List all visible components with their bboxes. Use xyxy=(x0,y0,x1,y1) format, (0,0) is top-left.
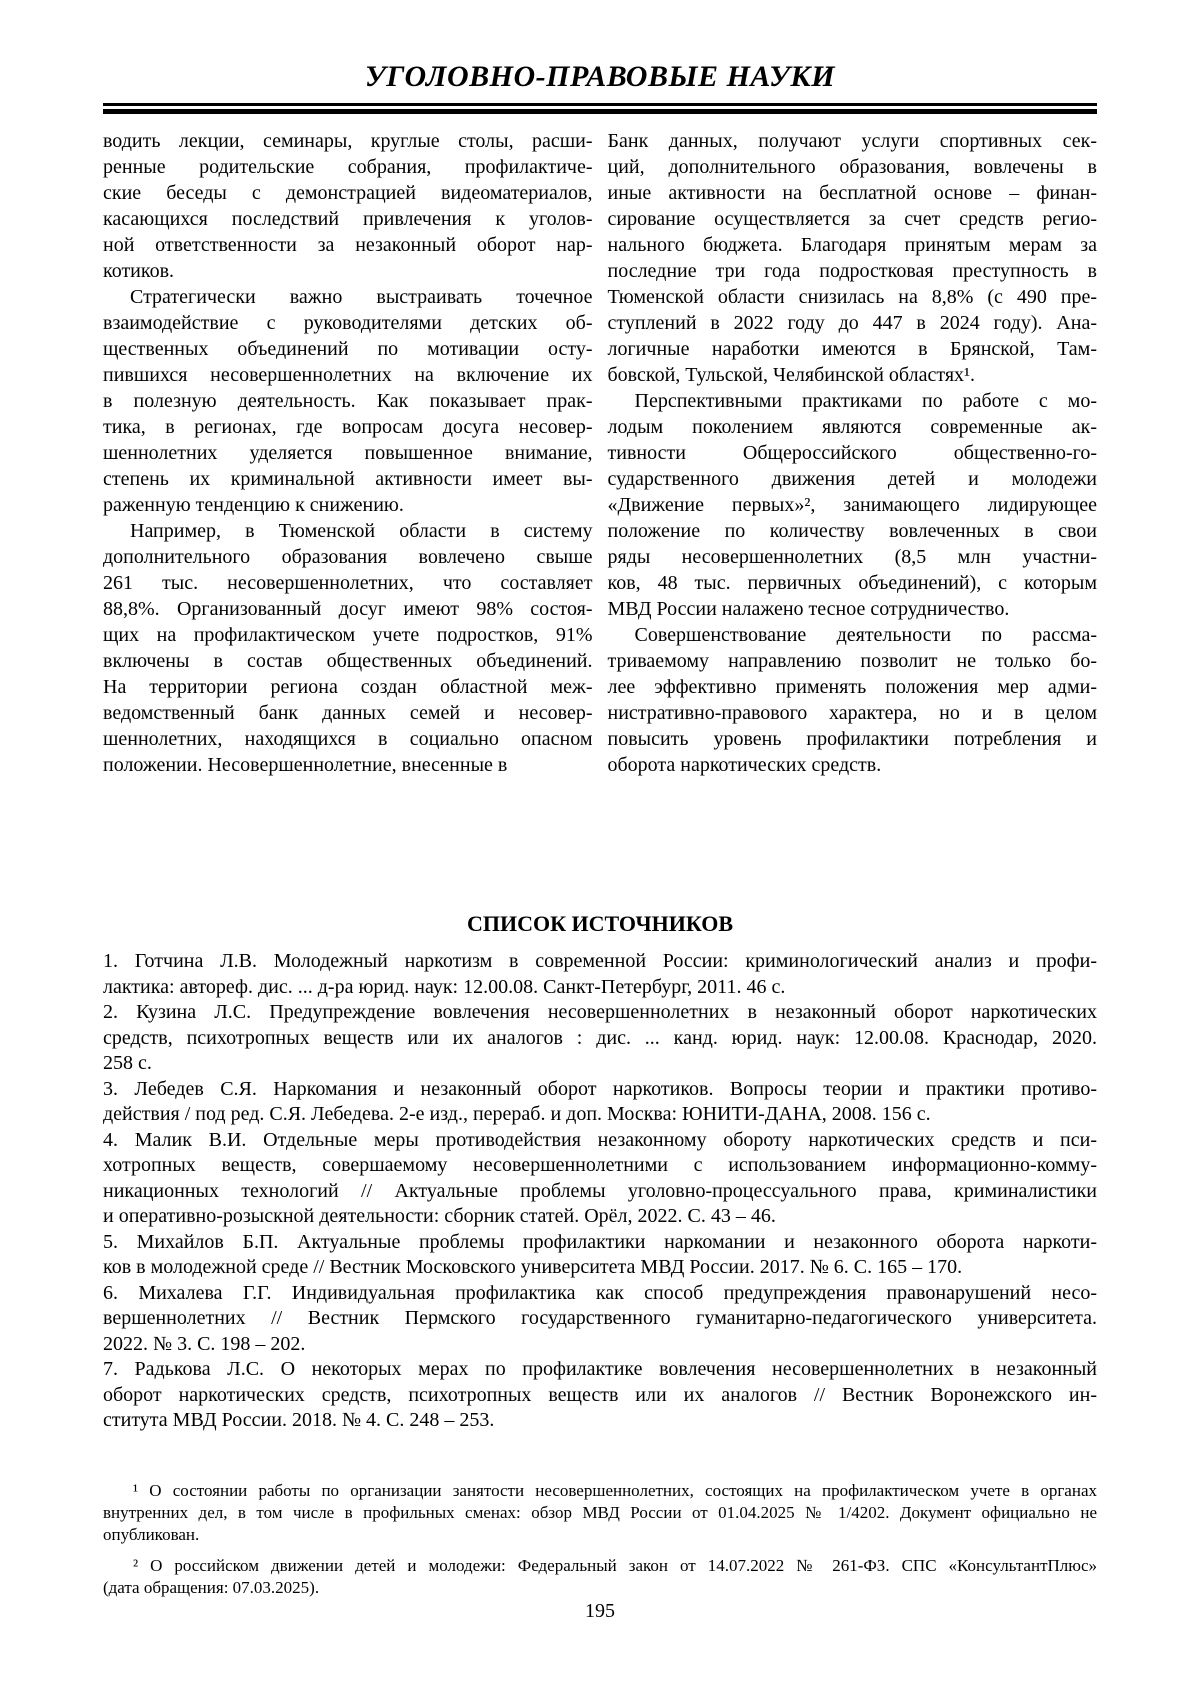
text-line: Банк данных, получают услуги спортивных сек- xyxy=(607,130,1097,152)
text-line: ступлений в 2022 году до 447 в 2024 году). Ана- xyxy=(607,312,1097,334)
text-line: 261 тыс. несовершеннолетних, что составляет xyxy=(103,572,593,594)
text-line: опубликован. xyxy=(103,1524,200,1544)
text-line: лее эффективно применять положения мер адми- xyxy=(607,676,1097,698)
text-line: раженную тенденцию к снижению. xyxy=(103,494,404,516)
text-line: положении. Несовершеннолетние, внесенные в xyxy=(103,754,508,776)
text-line: 4. Малик В.И. Отдельные меры противодействия незаконному обороту наркотических средств и пси- xyxy=(103,1128,1097,1151)
paragraph xyxy=(103,518,593,778)
reference-item xyxy=(103,1128,1097,1230)
reference-item xyxy=(103,1077,1097,1128)
reference-item xyxy=(103,1230,1097,1281)
paragraph xyxy=(608,622,1098,778)
text-line: ков в молодежной среде // Вестник Московского университета МВД России. 2017. № 6. С. 165 – 170. xyxy=(103,1256,963,1278)
text-line: ские беседы с демонстрацией видеоматериалов, xyxy=(103,182,593,204)
reference-item xyxy=(103,1357,1097,1434)
reference-item xyxy=(103,1000,1097,1077)
text-line: сирование осуществляется за счет средств регио- xyxy=(607,208,1097,230)
text-line: включены в состав общественных объединений. xyxy=(103,650,593,672)
article-body xyxy=(103,128,1097,778)
footnote xyxy=(103,1555,1097,1599)
text-line: МВД России налажено тесное сотрудничество. xyxy=(607,598,1010,620)
text-line: сударственного движения детей и молодежи xyxy=(607,468,1097,490)
text-line: бовской, Тульской, Челябинской областях¹. xyxy=(607,364,976,386)
text-line: в полезную деятельность. Как показывает прак- xyxy=(103,390,593,412)
text-line: 5. Михайлов Б.П. Актуальные проблемы профилактики наркомании и незаконного оборота наркоти- xyxy=(103,1230,1097,1253)
text-line: водить лекции, семинары, круглые столы, расши- xyxy=(103,130,593,152)
text-line: щественных объединений по мотивации осту- xyxy=(103,338,593,360)
text-line: 258 с. xyxy=(103,1052,152,1074)
header-double-rule xyxy=(103,103,1097,114)
text-line: и оперативно-розыскной деятельности: сборник статей. Орёл, 2022. С. 43 – 46. xyxy=(103,1205,776,1227)
text-line: никационных технологий // Актуальные проблемы уголовно-процессуального права, криминалистики xyxy=(103,1179,1097,1202)
text-line: внутренних дел, в том числе в профильных сменах: обзор МВД России от 01.04.2025 № 1/4202. Документ официально не xyxy=(103,1502,1097,1522)
text-line: 2022. № 3. С. 198 – 202. xyxy=(103,1332,306,1355)
text-line: касающихся последствий привлечения к уголов- xyxy=(103,208,593,230)
reference-item xyxy=(103,1281,1097,1358)
text-line: На территории региона создан областной меж- xyxy=(103,676,593,698)
text-line: нистративно-правового характера, но и в целом xyxy=(607,702,1097,724)
text-line: ряды несовершеннолетних (8,5 млн участни- xyxy=(607,546,1097,568)
text-line: степень их криминальной активности имеет вы- xyxy=(103,468,593,490)
text-line: (дата обращения: 07.03.2025). xyxy=(103,1577,320,1597)
text-line: ститута МВД России. 2018. № 4. С. 248 – 253. xyxy=(103,1409,495,1431)
text-line: 7. Радькова Л.С. О некоторых мерах по профилактике вовлечения несовершеннолетних в незаконный xyxy=(103,1358,1097,1380)
text-line: Стратегически важно выстраивать точечное xyxy=(130,286,593,308)
text-line: ций, дополнительного образования, вовлечены в xyxy=(607,156,1097,178)
text-line: средств, психотропных веществ или их аналогов : дис. ... канд. юрид. наук: 12.00.08. Краснодар, 2020. xyxy=(103,1026,1097,1049)
text-line: ков, 48 тыс. первичных объединений), с которым xyxy=(607,572,1097,594)
text-line: лодым поколением являются современные ак- xyxy=(607,416,1097,438)
text-line: нального бюджета. Благодаря принятым мерам за xyxy=(607,234,1097,256)
text-line: щих на профилактическом учете подростков, 91% xyxy=(103,624,593,646)
text-line: тивности Общероссийского общественно-го- xyxy=(607,442,1097,464)
footnote xyxy=(103,1480,1097,1546)
text-line: действия / под ред. С.Я. Лебедева. 2-е изд., перераб. и доп. Москва: ЮНИТИ-ДАНА, 2008. 156 с. xyxy=(103,1103,931,1125)
text-line: положение по количеству вовлеченных в свои xyxy=(607,520,1097,542)
text-line: повысить уровень профилактики потребления и xyxy=(607,728,1097,750)
text-line: оборота наркотических средств. xyxy=(607,754,882,776)
text-line: котиков. xyxy=(103,260,175,282)
paragraph xyxy=(103,128,593,284)
text-line: взаимодействие с руководителями детских об- xyxy=(103,312,593,334)
text-line: ведомственный банк данных семей и несовер- xyxy=(103,702,593,724)
text-line: «Движение первых»², занимающего лидирующее xyxy=(607,494,1097,516)
text-line: 2. Кузина Л.С. Предупреждение вовлечения несовершеннолетних в незаконный оборот наркотических xyxy=(103,1001,1097,1023)
text-line: последние три года подростковая преступность в xyxy=(607,260,1097,282)
text-line: логичные наработки имеются в Брянской, Там- xyxy=(607,338,1097,360)
text-line: оборот наркотических средств, психотропных веществ или их аналогов // Вестник Воронежского ин- xyxy=(103,1383,1097,1406)
text-line: хотропных веществ, совершаемому несовершеннолетними с использованием информационно-комму- xyxy=(103,1154,1097,1176)
text-line: Например, в Тюменской области в систему xyxy=(130,520,593,542)
text-line: 1. Готчина Л.В. Молодежный наркотизм в современной России: криминологический анализ и профи- xyxy=(103,950,1097,972)
section-header-title: УГОЛОВНО-ПРАВОВЫЕ НАУКИ xyxy=(364,60,836,93)
paragraph xyxy=(103,284,593,518)
text-line: тика, в регионах, где вопросам досуга несовер- xyxy=(103,416,593,438)
text-line: 3. Лебедев С.Я. Наркомания и незаконный оборот наркотиков. Вопросы теории и практики противо- xyxy=(103,1077,1097,1100)
text-line: 6. Михалева Г.Г. Индивидуальная профилактика как способ предупреждения правонарушений несо- xyxy=(103,1281,1097,1304)
text-line: шеннолетних, находящихся в социально опасном xyxy=(103,728,593,750)
references-list xyxy=(103,949,1097,1434)
text-line: дополнительного образования вовлечено свыше xyxy=(103,546,593,568)
footnotes-section xyxy=(103,1480,1097,1599)
text-line: вершеннолетних // Вестник Пермского государственного гуманитарно-педагогического университета. xyxy=(103,1307,1097,1329)
page-number: 195 xyxy=(585,1600,615,1622)
text-line: шеннолетних уделяется повышенное внимание, xyxy=(103,442,593,464)
text-line: 88,8%. Организованный досуг имеют 98% состоя- xyxy=(103,598,593,620)
left-column xyxy=(103,128,593,778)
text-line: ² О российском движении детей и молодежи: Федеральный закон от 14.07.2022 № 261-ФЗ. СПС «КонсультантПлюс» xyxy=(133,1555,1097,1575)
paragraph xyxy=(608,128,1098,388)
text-line: пившихся несовершеннолетних на включение их xyxy=(103,364,593,386)
paragraph xyxy=(608,388,1098,622)
text-line: триваемому направлению позволит не только бо- xyxy=(607,650,1097,672)
text-line: ной ответственности за незаконный оборот нар- xyxy=(103,234,593,256)
sources-heading: СПИСОК ИСТОЧНИКОВ xyxy=(466,911,734,936)
reference-item xyxy=(103,949,1097,1000)
text-line: Тюменской области снизилась на 8,8% (с 490 пре- xyxy=(607,286,1097,308)
text-line: лактика: автореф. дис. ... д-ра юрид. наук: 12.00.08. Санкт-Петербург, 2011. 46 с. xyxy=(103,975,786,998)
text-line: иные активности на бесплатной основе – финан- xyxy=(607,182,1097,204)
right-column xyxy=(608,128,1098,778)
text-line: ¹ О состоянии работы по организации занятости несовершеннолетних, состоящих на профилактическом учете в органах xyxy=(133,1480,1097,1500)
text-line: Перспективными практиками по работе с мо- xyxy=(634,390,1097,412)
text-line: ренные родительские собрания, профилактиче- xyxy=(103,156,593,178)
text-line: Совершенствование деятельности по рассма- xyxy=(634,624,1097,646)
